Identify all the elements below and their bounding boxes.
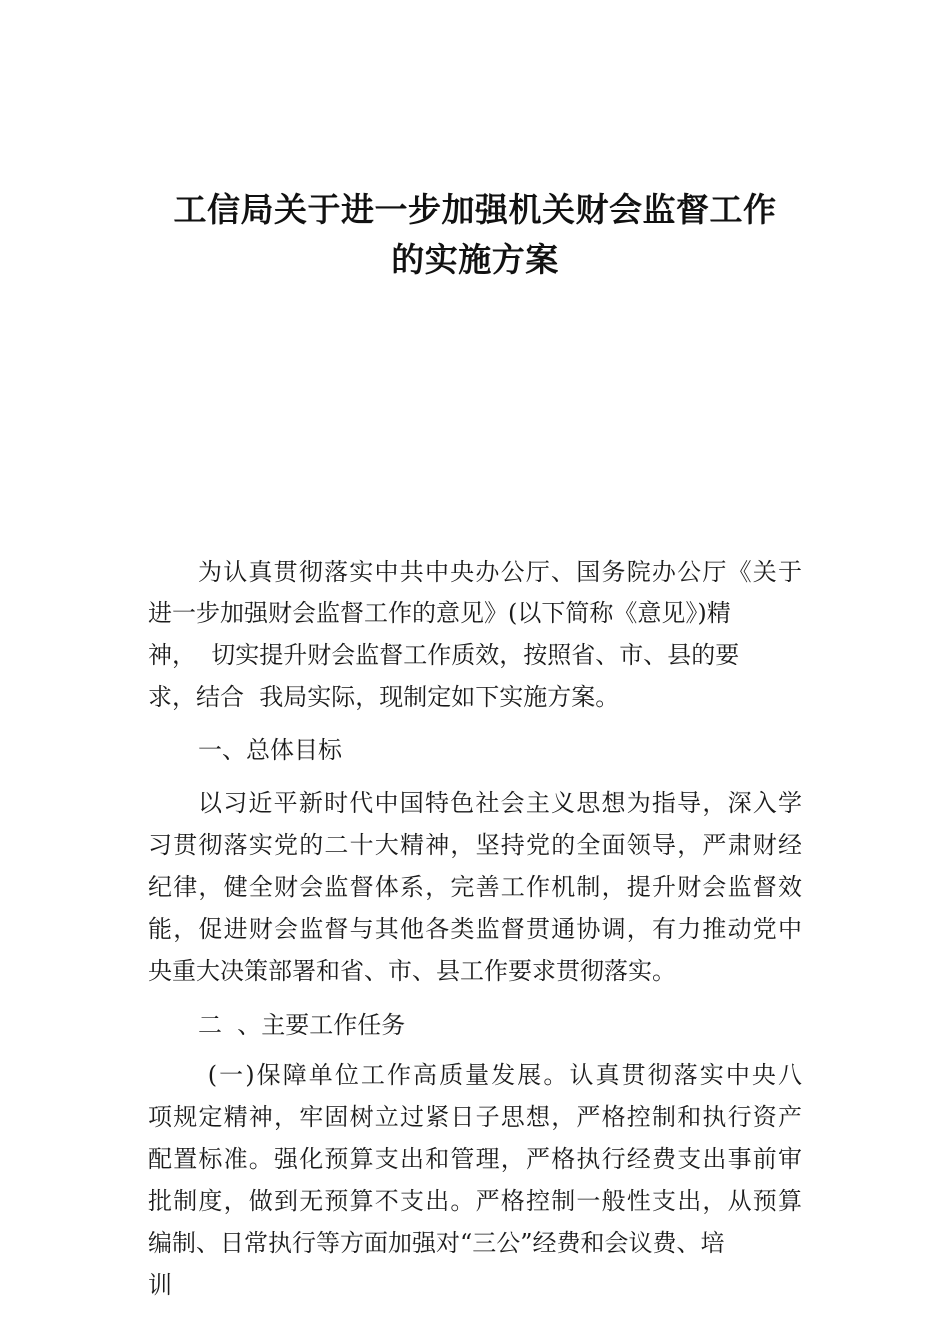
section-2-line-6: 训: [148, 1271, 172, 1299]
section-1-line-2: 习贯彻落实党的二十大精神，坚持党的全面领导，严肃财经: [148, 831, 802, 859]
intro-line-1: 为认真贯彻落实中共中央办公厅、国务院办公厅《关于: [198, 558, 802, 586]
intro-line-4: 求，结合 我局实际，现制定如下实施方案。: [148, 683, 620, 711]
section-1-line-4: 能，促进财会监督与其他各类监督贯通协调，有力推动党中: [148, 915, 802, 943]
document-title-line-1: 工信局关于进一步加强机关财会监督工作: [173, 190, 777, 229]
section-2-line-2: 项规定精神，牢固树立过紧日子思想，严格控制和执行资产: [148, 1103, 802, 1131]
section-1-heading: 一、总体目标: [198, 736, 342, 764]
section-1-line-5: 央重大决策部署和省、市、县工作要求贯彻落实。: [148, 957, 676, 985]
intro-line-3: 神， 切实提升财会监督工作质效，按照省、市、县的要: [148, 641, 740, 669]
document-title-line-2: 的实施方案: [391, 240, 559, 279]
section-2-line-5: 编制、日常执行等方面加强对“三公”经费和会议费、培: [148, 1229, 725, 1257]
section-2-line-3: 配置标准。强化预算支出和管理，严格执行经费支出事前审: [148, 1145, 802, 1173]
intro-line-2: 进一步加强财会监督工作的意见》(以下简称《意见》)精: [148, 599, 731, 627]
section-1-line-1: 以习近平新时代中国特色社会主义思想为指导，深入学: [198, 789, 802, 817]
section-2-line-4: 批制度，做到无预算不支出。严格控制一般性支出，从预算: [148, 1187, 802, 1215]
section-2-line-1: (一)保障单位工作高质量发展。认真贯彻落实中央八: [198, 1061, 802, 1089]
section-1-line-3: 纪律，健全财会监督体系，完善工作机制，提升财会监督效: [148, 873, 802, 901]
section-2-heading: 二 、主要工作任务: [198, 1011, 406, 1039]
